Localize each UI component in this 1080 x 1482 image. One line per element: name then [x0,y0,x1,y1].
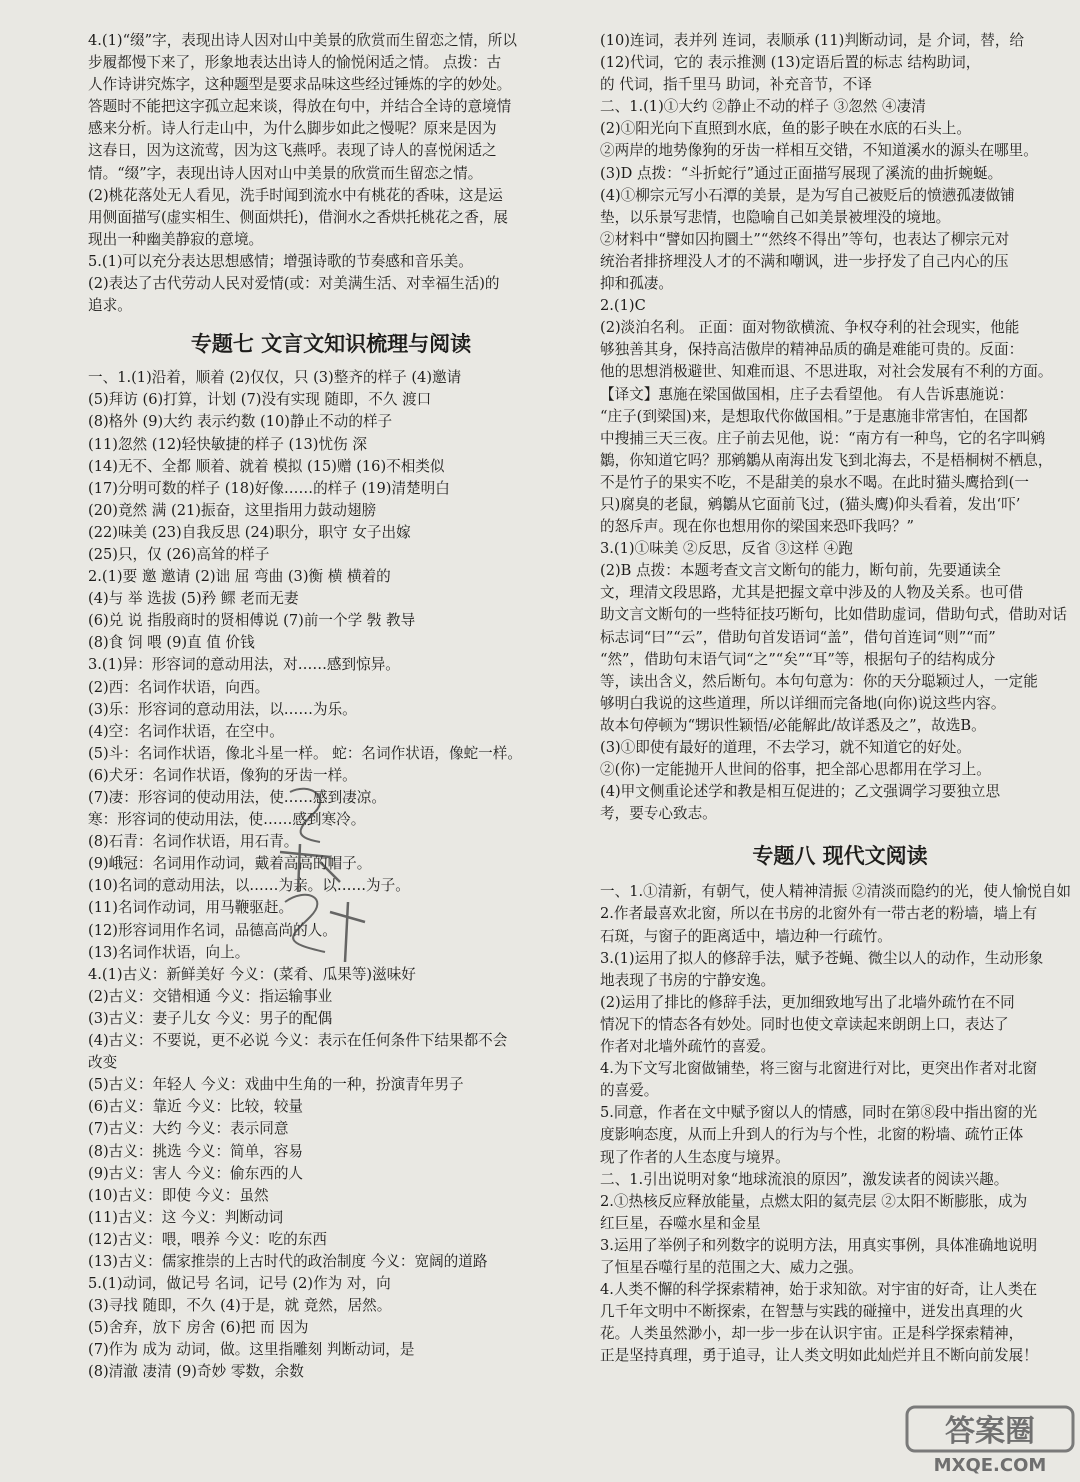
answer-line: 几千年文明中不断探索，在智慧与实践的碰撞中，迸发出真理的火 [600,1303,1024,1321]
answer-line: 不是竹子的果实不吃，不是甜美的泉水不喝。在此时猫头鹰拾到(一 [600,473,1029,491]
answer-line: (10)古义：即使 今义：虽然 [88,1186,269,1204]
answer-line: 够独善其身，保持高洁傲岸的精神品质的确是难能可贵的。反面： [600,341,1024,359]
answer-line: 3.运用了举例子和列数字的说明方法，用真实事例，具体准确地说明 [600,1236,1038,1254]
answer-line: (5)斗：名词作状语，像北斗星一样。 蛇：名词作状语，像蛇一样。 [88,744,522,762]
answer-line: 鶵，你知道它吗？那鹓鶵从南海出发飞到北海去，不是梧桐树不栖息， [600,451,1053,469]
answer-line: (11)名词作动词，用马鞭驱赶。 [88,899,294,917]
answer-line: (4)空：名词作状语，在空中。 [88,722,284,740]
answer-line: 2.(1)C [600,297,646,315]
answer-line: (17)分明可数的样子 (18)好像……的样子 (19)清楚明白 [88,479,450,497]
answer-line: (2)表达了古代劳动人民对爱情(或：对美满生活、对幸福生活)的 [88,275,500,293]
answer-line: (8)格外 (9)大约 表示约数 (10)静止不动的样子 [88,413,393,431]
answer-line: (14)无不、全都 顺着、就着 模拟 (15)赠 (16)不相类似 [88,457,445,475]
answer-line: (8)食 饲 喂 (9)直 值 价钱 [88,634,255,652]
answer-line: 二、1.引出说明对象“地球流浪的原因”，激发读者的阅读兴趣。 [600,1170,1009,1188]
answer-line: (8)石青：名词作状语，用石青。 [88,833,299,851]
answer-line: 【译文】惠施在梁国做国相，庄子去看望他。 有人告诉惠施说： [600,385,1014,403]
answer-line: (25)只，仅 (26)高耸的样子 [88,545,270,563]
answer-line: 度影响态度，从而上升到人的行为与个性，北窗的粉墙、疏竹正体 [600,1126,1024,1144]
answer-line: 抑和孤凄。 [600,275,673,293]
answer-line: 二、1.(1)①大约 ②静止不动的样子 ③忽然 ④凄清 [600,98,926,116]
answer-line: 正是坚持真理，勇于追寻，让人类文明如此灿烂并且不断向前发展！ [600,1347,1038,1365]
answer-line: (4)甲文侧重论述学和教是相互促进的；乙文强调学习要独立思 [600,783,1001,801]
answer-line: 答题时不能把这字孤立起来谈，得放在句中，并结合全诗的意境情 [88,98,512,116]
answer-line: 2.(1)要 邀 邀请 (2)诎 屈 弯曲 (3)衡 横 横着的 [88,568,391,586]
right-bottom-block [600,881,1080,1367]
answer-line: 人作诗讲究炼字，这种题型是要求品味这些经过锤炼的字的妙处。 [88,76,512,94]
answer-line: 的 代词，指千里马 助词，补充音节，不译 [600,76,872,94]
answer-line: (2)桃花落处无人看见，洗手时闻到流水中有桃花的香味，这是运 [88,186,503,204]
answer-line: “庄子(到梁国)来，是想取代你做国相。”于是惠施非常害怕，在国都 [600,407,1028,425]
right-column [600,30,1080,1367]
section-heading-7: 专题七 文言文知识梳理与阅读 [190,332,472,357]
answer-line: 感来分析。诗人行走山中，为什么脚步如此之慢呢？原来是因为 [88,120,497,138]
answer-line: 地表现了书房的宁静安逸。 [600,971,776,989]
svg-text:答案圈: 答案圈 [945,1414,1035,1449]
answer-line: (6)犬牙：名词作状语，像狗的牙齿一样。 [88,766,357,784]
answer-line: (11)古义：这 今义：判断动词 [88,1208,284,1226]
answer-line: 改变 [88,1054,118,1072]
answer-line: (8)清澈 凄清 (9)奇妙 零数，余数 [88,1363,304,1381]
left-column [88,30,574,1384]
answer-line: 情。“缀”字，表现出诗人因对山中美景的欣赏而生留恋之情。 [88,164,483,182]
answer-line: (9)古义：害人 今义：偷东西的人 [88,1164,304,1182]
answer-line: (7)凄：形容词的使动用法，使……感到凄凉。 [88,789,386,806]
answer-line: 标志词“曰”“云”，借助句首发语词“盖”，借句首连词“则”“而” [600,628,996,646]
answer-line: 他的思想消极避世、知难而退、不思进取，对社会发展有不利的方面。 [600,363,1053,381]
answer-line: ②材料中“譬如囚拘圜土”“然终不得出”等句，也表达了柳宗元对 [600,230,1010,248]
answer-line: (3)①即使有最好的道理，不去学习，就不知道它的好处。 [600,739,971,756]
answer-line: 5.同意，作者在文中赋予窗以人的情感，同时在第⑧段中指出窗的光 [600,1104,1038,1122]
answer-line: 考，要专心致志。 [600,805,717,823]
answer-line: (6)古义：靠近 今义：比较，较量 [88,1098,304,1116]
answer-line: (5)拜访 (6)打算，计划 (7)没有实现 随即，不久 渡口 [88,391,432,409]
answer-line: 5.(1)可以充分表达思想感情；增强诗歌的节奏感和音乐美。 [88,252,473,270]
answer-line: 3.(1)运用了拟人的修辞手法，赋予苍蝇、微尘以人的动作，生动形象 [600,949,1044,967]
answer-line: 寒：形容词的使动用法，使……感到寒冷。 [88,811,366,829]
answer-line: 现了作者的人生态度与境界。 [600,1148,790,1166]
answer-line: (9)峨冠：名词用作动词，戴着高高的帽子。 [88,855,372,873]
answer-line: (3)寻找 随即，不久 (4)于是，就 竟然，居然。 [88,1297,392,1315]
answer-line: 了恒星吞噬行星的范围之大、威力之强。 [600,1258,863,1276]
answer-line: (7)作为 成为 动词，做。这里指雕刻 判断动词，是 [88,1341,415,1359]
left-top-block [88,30,574,317]
answer-line: 一、1.①清新，有朝气，使人精神清振 ②清淡而隐约的光，使人愉悦自如 [600,883,1071,901]
answer-line: (10)连词，表并列 连词，表顺承 (11)判断动词，是 介词，替，给 [600,32,1025,49]
answer-line: 3.(1)异：形容词的意动用法，对……感到惊异。 [88,656,400,674]
answer-line: (10)名词的意动用法，以……为亲。以……为子。 [88,877,410,895]
answer-line: (4)古义：不要说，更不必说 今义：表示在任何条件下结果都不会 [88,1032,508,1050]
answer-line: (13)古义：儒家推崇的上古时代的政治制度 今义：宽阔的道路 [88,1252,488,1270]
answer-line: (11)忽然 (12)轻快敏捷的样子 (13)忧伤 深 [88,435,367,453]
answer-line: 现出一种幽美静寂的意境。 [88,230,264,248]
answer-line: 作者对北墙外疏竹的喜爱。 [600,1038,776,1056]
answer-line: (22)味美 (23)自我反思 (24)职分，职守 女子出嫁 [88,523,411,541]
answer-line: 一、1.(1)沿着，顺着 (2)仅仅，只 (3)整齐的样子 (4)邀请 [88,369,462,387]
answer-line: (2)B 点拨：本题考查文言文断句的能力，断句前，先要通读全 [600,562,1001,580]
answer-line: 追求。 [88,297,132,315]
answer-line: (12)形容词用作名词，品德高尚的人。 [88,921,337,939]
answer-line: (7)古义：大约 今义：表示同意 [88,1120,289,1138]
answer-line: (2)古义：交错相通 今义：指运输事业 [88,987,333,1005]
svg-text:MXQE.COM: MXQE.COM [933,1455,1047,1476]
answer-line: (8)古义：挑选 今义：简单，容易 [88,1142,304,1160]
answer-line: (2)淡泊名利。 正面：面对物欲横流、争权夺利的社会现实，他能 [600,319,1020,337]
section-heading-8: 专题八 现代文阅读 [752,844,928,869]
right-top-block [600,30,1080,825]
answer-line: 等，读出含义，然后断句。本句句意为：你的天分聪颖过人，一定能 [600,672,1038,690]
answer-line: (4)与 举 选拔 (5)矜 鳏 老而无妻 [88,590,299,608]
answer-line: 红巨星，吞噬水星和金星 [600,1214,761,1232]
answer-line: 的怒斥声。现在你也想用你的梁国来恐吓我吗？” [600,518,914,536]
answer-line: (2)①阳光向下直照到水底，鱼的影子映在水底的石头上。 [600,120,971,138]
answer-line: (13)名词作状语，向上。 [88,943,250,961]
answer-line: 花。人类虽然渺小，却一步一步在认识宇宙。正是科学探索精神， [600,1325,1024,1343]
answer-line: 4.人类不懈的科学探索精神，始于求知欲。对宇宙的好奇，让人类在 [600,1281,1038,1299]
answer-line: 统治者排挤埋没人才的不满和嘲讽，进一步抒发了自己内心的压 [600,252,1009,270]
answer-line: ②(你)一定能抛开人世间的俗事，把全部心思都用在学习上。 [600,761,991,779]
answer-line: 垫，以乐景写悲情，也隐喻自己如美景被埋没的境地。 [600,208,951,226]
answer-line: 石斑，与窗子的距离适中，墙边种一行疏竹。 [600,927,892,945]
answer-line: 的喜爱。 [600,1082,659,1100]
answer-line: “然”，借助句末语气词“之”“矣”“耳”等，根据句子的结构成分 [600,650,996,668]
answer-line: (5)舍弃，放下 房舍 (6)把 而 因为 [88,1319,309,1337]
answer-line: (20)竟然 满 (21)振奋，这里指用力鼓动翅膀 [88,501,377,519]
answer-line: 步履都慢下来了，形象地表达出诗人的愉悦闲适之情。 点拨：古 [88,54,502,72]
answer-line: 够明白我说的这些道理，所以详细而完备地(向你)说这些内容。 [600,694,1006,712]
answer-line: (4)①柳宗元写小石潭的美景，是为写自己被贬后的愤懑孤凄做铺 [600,186,1015,204]
answer-line: ②两岸的地势像狗的牙齿一样相互交错，不知道溪水的源头在哪里。 [600,142,1038,160]
answer-line: 文，理清文段思路，尤其是把握文章中涉及的人物及关系。也可借 [600,584,1024,602]
answer-line: 中搜捕三天三夜。庄子前去见他，说：“南方有一种鸟，它的名字叫鹓 [600,429,1046,447]
answer-line: 4.为下文写北窗做铺垫，将三窗与北窗进行对比，更突出作者对北窗 [600,1060,1038,1078]
answer-line: 助文言文断句的一些特征技巧断句，比如借助虚词，借助句式，借助对话 [600,606,1068,624]
answer-line: (3)古义：妻子儿女 今义：男子的配偶 [88,1009,333,1027]
answer-line: 只)腐臭的老鼠，鹓鶵从它面前飞过，(猫头鹰)仰头看着，发出‘吓’ [600,495,1021,513]
answer-line: 用侧面描写(虚实相生、侧面烘托)，借涧水之香烘托桃花之香，展 [88,208,509,226]
answer-line: 5.(1)动词，做记号 名词，记号 (2)作为 对，向 [88,1275,391,1293]
answer-line: 2.①热核反应释放能量，点燃太阳的氦壳层 ②太阳不断膨胀，成为 [600,1192,1028,1210]
answer-line: 4.(1)“缀”字，表现出诗人因对山中美景的欣赏而生留恋之情，所以 [88,32,517,49]
answer-line: (2)西：名词作状语，向西。 [88,678,270,696]
watermark-logo [905,1405,1075,1477]
answer-line: (3)乐：形容词的意动用法，以……为乐。 [88,700,357,718]
answer-line: 这春日，因为这流莺，因为这飞燕呼。表现了诗人的喜悦闲适之 [88,142,497,160]
answer-line: 3.(1)①味美 ②反思，反省 ③这样 ④跑 [600,540,853,558]
handwriting-scribble [270,782,380,972]
answer-line: (12)古义：喂，喂养 今义：吃的东西 [88,1230,327,1248]
answer-line: (12)代词，它的 表示推测 (13)定语后置的标志 结构助词， [600,54,981,72]
answer-line: (5)古义：年轻人 今义：戏曲中生角的一种，扮演青年男子 [88,1076,464,1094]
answer-line: (2)运用了排比的修辞手法，更加细致地写出了北墙外疏竹在不同 [600,993,1015,1011]
answer-line: (6)兑 说 指殷商时的贤相傅说 (7)前一个学 斅 教导 [88,612,416,630]
answer-line: 情况下的情态各有妙处。同时也使文章读起来朗朗上口，表达了 [600,1015,1009,1033]
answer-line: 故本句停顿为“甥识性颖悟/必能解此/故详悉及之”，故选B。 [600,716,986,734]
answer-line: 2.作者最喜欢北窗，所以在书房的北窗外有一带古老的粉墙，墙上有 [600,905,1038,923]
answer-line: 4.(1)古义：新鲜美好 今义：(菜肴、瓜果等)滋味好 [88,965,416,983]
answer-line: (3)D 点拨：“斗折蛇行”通过正面描写展现了溪流的曲折蜿蜒。 [600,164,1003,182]
